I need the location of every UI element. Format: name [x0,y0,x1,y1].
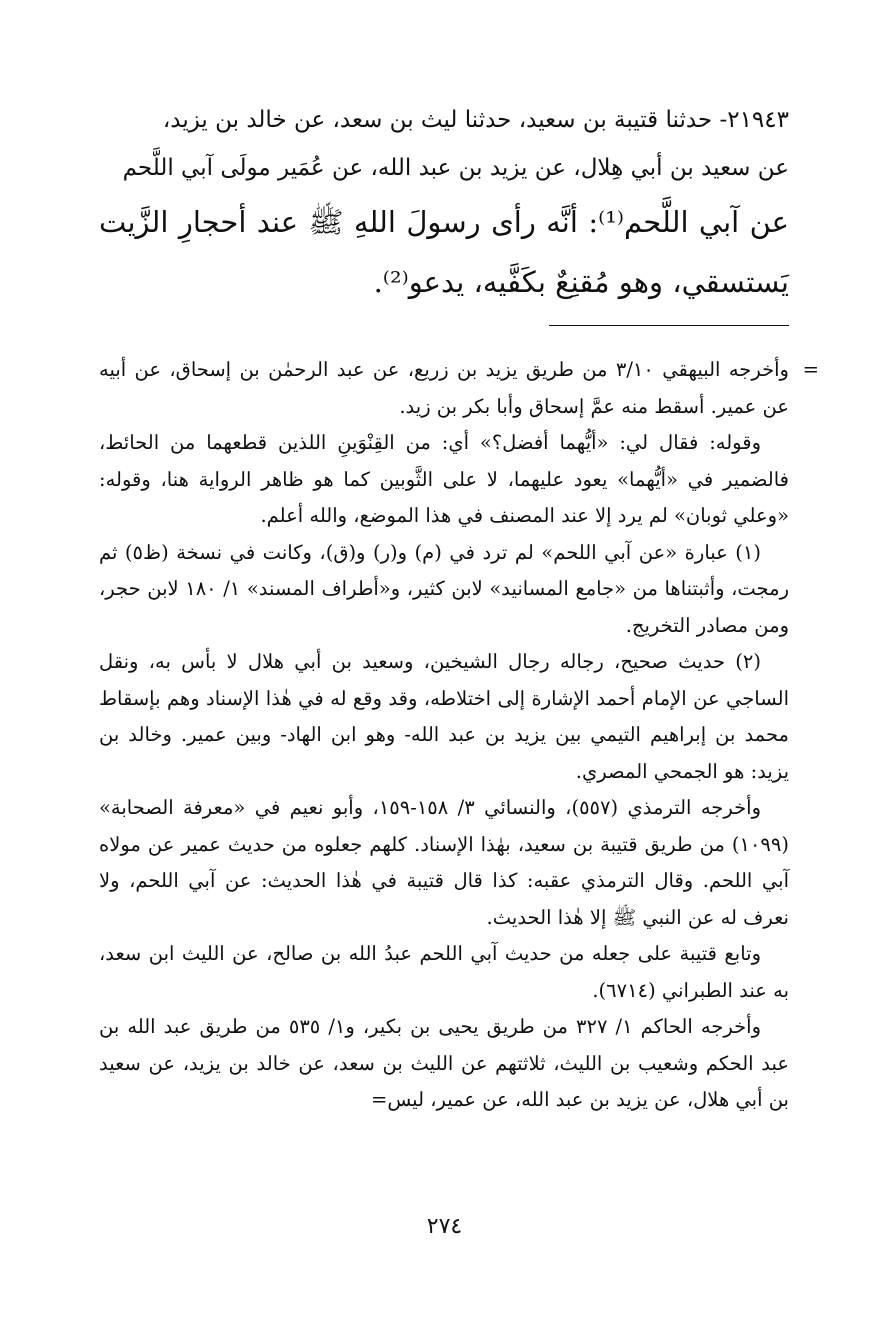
page-number: ٢٧٤ [426,1214,463,1239]
hadith-text: عن آبي اللَّحم⁽¹⁾: أنَّه رأى رسولَ اللهِ ﷺ عند أحجارِ الزَّيت يَستسقي، وهو مُقنِعٌ بكَفَّيه، يدعو⁽²⁾. [99,205,789,299]
footnote-paragraph: وتابع قتيبة على جعله من حديث آبي اللحم عبدُ الله بن صالح، عن الليث ابن سعد، به عند الطبراني (٦٧١٤). [99,942,789,1002]
footnote-1: (١) عبارة «عن آبي اللحم» لم ترد في (م) و(ر) و(ق)، وكانت في نسخة (ظ٥) ثم رمجت، وأثبتناها من «جامع المسانيد» لابن كثير، و«أطراف المسند» ١/ ١٨٠ لابن حجر، ومن مصادر التخريج. [99,540,790,637]
footnote-2: (٢) حديث صحيح، رجاله رجال الشيخين، وسعيد بن أبي هلال لا بأس به، ونقل الساجي عن الإمام أحمد الإشارة إلى اختلاطه، وقد وقع له في هٰذا الإسناد وهم بإسقاط محمد بن إبراهيم التيمي بين يزيد بن عبد الله- وهو ابن الهاد- وبين عمير. وخالد بن يزيد: هو الجمحي المصري. [99,650,789,783]
footnote-paragraph: وقوله: فقال لي: «أيُّهما أفضل؟» أي: من القِنْوَينِ اللذين قطعهما من الحائط، فالضمير في «أيُّهما» يعود عليهما، لا على الثَّوبين كما هو ظاهر الرواية هنا، وقوله: «وعلي ثوبان» لم يرد إلا عند المصنف في هذا الموضع، والله أعلم. [99,431,789,527]
footnote-paragraph: وأخرجه البيهقي ٣/١٠ من طريق يزيد بن زريع، عن عبد الرحمٰن بن إسحاق، عن أبيه عن عمير. أسقط منه عمَّ إسحاق وأبا بكر بن زيد. [99,358,789,418]
hadith-chain-line-2: عن سعيد بن أبي هِلال، عن يزيد بن عبد الله، عن عُمَير مولَى آبي اللَّحم [122,155,789,181]
footnote-paragraph: وأخرجه الترمذي (٥٥٧)، والنسائي ٣/ ١٥٨-١٥٩، وأبو نعيم في «معرفة الصحابة» (١٠٩٩) من طريق قتيبة بن سعيد، بهٰذا الإسناد. كلهم جعلوه من حديث عمير عن مولاه آبي اللحم. وقال الترمذي عقبه: كذا قال قتيبة في هٰذا الحديث: عن آبي اللحم، ولا نعرف له عن النبي ﷺ إلا هٰذا الحديث. [99,796,789,929]
continuation-mark: = [802,358,819,381]
footnote-divider [549,325,789,326]
hadith-chain-line-1: ٢١٩٤٣- حدثنا قتيبة بن سعيد، حدثنا ليث بن سعد، عن خالد بن يزيد، [162,107,789,133]
footnotes-section [99,352,819,1119]
hadith-block [99,96,789,312]
footnote-continuation [99,352,819,425]
footnote-paragraph: وأخرجه الحاكم ١/ ٣٢٧ من طريق يحيى بن بكير، و١/ ٥٣٥ من طريق عبد الله بن عبد الحكم وشعيب بن الليث، ثلاثتهم عن الليث بن سعد، عن خالد بن يزيد، عن سعيد بن أبي هلال، عن يزيد بن عبد الله، عن عمير، ليس= [99,1015,789,1111]
